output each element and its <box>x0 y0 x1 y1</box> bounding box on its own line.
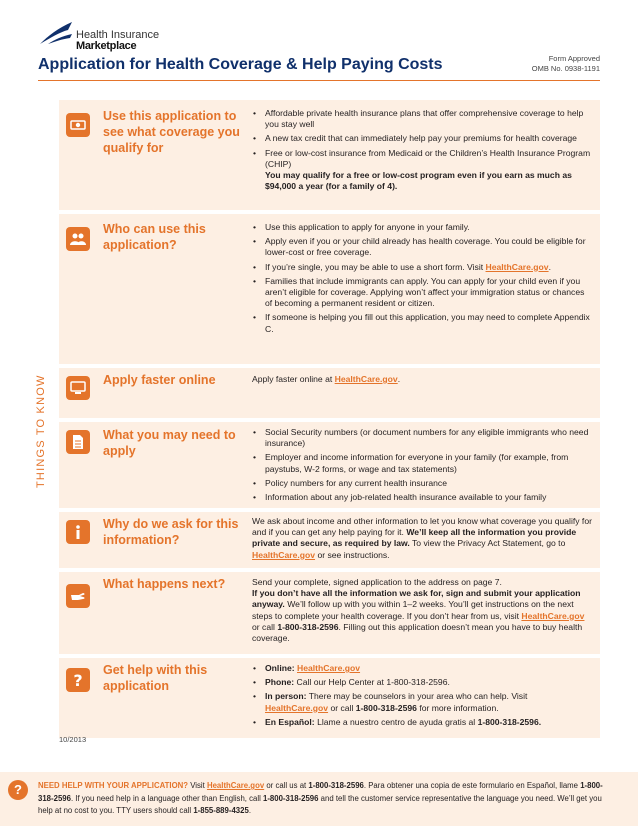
marketplace-logo <box>38 16 168 52</box>
row-apply-online <box>59 368 600 418</box>
bullet <box>252 691 592 713</box>
row-heading: Get help with this application <box>103 663 208 693</box>
row-what-happens-next <box>59 572 600 654</box>
need-help-label: NEED HELP WITH YOUR APPLICATION? <box>38 781 189 790</box>
espanol-label: En Español: <box>265 716 315 727</box>
phone-label: Phone: <box>265 677 295 688</box>
bullet: • Use this application to apply for anyone in your family. <box>252 222 592 233</box>
row-heading: Who can use this application? <box>103 222 206 252</box>
row-body: Apply faster online at HealthCare.gov. <box>252 374 401 384</box>
bullet: • Employer and income information for everyone in your family (for example, from paystubs, W-2 forms, or wage and tax statements) <box>252 452 592 474</box>
footer-text-part: Visit <box>190 781 205 790</box>
bullet: • Apply even if you or your child already has health coverage. You could be eligible for lower-cost or free coverage. <box>252 236 592 258</box>
phone-number: 1-800-318-2596 <box>262 793 319 803</box>
help-question-icon: ? <box>8 780 28 800</box>
footer-text <box>38 780 608 818</box>
omb-number: OMB No. 0938-1191 <box>531 64 600 73</box>
healthcare-link[interactable]: HealthCare.gov <box>485 261 549 272</box>
help-footer <box>0 772 638 826</box>
row-get-help <box>59 658 600 738</box>
page-title: Application for Health Coverage & Help Paying Costs <box>38 56 443 73</box>
healthcare-link[interactable]: HealthCare.gov <box>206 781 265 790</box>
bullet-text: Free or low-cost insurance from Medicaid or the Children’s Health Insurance Program (CHIP) <box>265 147 591 169</box>
computer-icon <box>66 376 90 400</box>
row-body <box>252 663 592 731</box>
row-heading: Apply faster online <box>103 373 216 387</box>
bullet: • Affordable private health insurance plans that offer comprehensive coverage to help you stay well <box>252 108 592 130</box>
form-date: 10/2013 <box>59 735 87 744</box>
money-icon <box>66 113 90 137</box>
row-heading: What you may need to apply <box>103 428 236 458</box>
in-person-label: In person: <box>265 691 307 702</box>
espanol-text: Llame a nuestro centro de ayuda gratis al <box>317 716 476 727</box>
footer-text-part: . Para obtener una copia de este formulario en Español, llame <box>363 781 579 790</box>
tty-number: 1-855-889-4325 <box>193 806 249 815</box>
info-icon <box>66 520 90 544</box>
bullet: • If you’re single, you may be able to use a short form. Visit HealthCare.gov. <box>252 262 592 273</box>
bullet <box>252 148 592 193</box>
row-what-you-need <box>59 422 600 508</box>
bullet <box>252 663 592 674</box>
bullet: • Policy numbers for any current health insurance <box>252 478 592 489</box>
phone-number: 1-800-318-2596 <box>277 621 339 632</box>
row-heading: Why do we ask for this information? <box>103 517 239 547</box>
row-heading: Use this application to see what coverage you qualify for <box>103 109 240 155</box>
healthcare-link[interactable]: HealthCare.gov <box>334 374 398 384</box>
row-text: We ask about income and other information to let you know what coverage you qualify for and if you can get any help paying for it. <box>252 516 592 538</box>
in-person-text: There may be counselors in your area who can help. Visit <box>308 691 528 702</box>
row-text: To view the Privacy Act Statement, go to <box>412 538 566 549</box>
logo-swoosh-icon <box>38 18 78 48</box>
row-text: or call <box>252 621 275 632</box>
in-person-text: for more information. <box>419 702 499 713</box>
things-to-know-label: THINGS TO KNOW <box>35 374 47 488</box>
footer-text-part: and tell the customer service representative the language you need. We’ll get you help at no cost to you. TTY users should call <box>38 793 602 815</box>
row-qualify <box>59 100 600 210</box>
healthcare-link[interactable]: HealthCare.gov <box>252 549 316 560</box>
phone-text: Call our Help Center at 1-800-318-2596. <box>296 677 450 688</box>
row-text: Send your complete, signed application to the address on page 7. <box>252 577 502 587</box>
row-body <box>252 427 592 506</box>
question-icon: ? <box>66 668 90 692</box>
row-bold-text: We’ll keep all the information you provide private and secure, as required by law. <box>252 527 577 549</box>
bullet-text: If you’re single, you may be able to use a short form. Visit <box>265 261 484 272</box>
row-body <box>252 108 592 195</box>
row-text: or see instructions. <box>317 549 390 560</box>
phone-number: 1-800-318-2596 <box>355 702 417 713</box>
document-icon <box>66 430 90 454</box>
row-text: We’ll follow up with you within 1–2 weeks. You’ll get instructions on the next steps to complete your health coverage. If you don’t hear from us, visit <box>252 599 574 621</box>
bullet: • Social Security numbers (or document numbers for any eligible immigrants who need insurance) <box>252 427 592 449</box>
bullet <box>252 717 592 728</box>
brand-line2: Marketplace <box>76 40 137 52</box>
row-bold-text: If you don’t have all the information we ask for, sign and submit your application anyway. <box>252 588 581 610</box>
header-rule <box>38 80 600 81</box>
form-approved-label: Form Approved <box>548 54 600 63</box>
pointing-hand-icon <box>66 584 90 608</box>
row-why-we-ask <box>59 512 600 568</box>
brand-line1: Health Insurance <box>76 29 160 41</box>
people-icon <box>66 227 90 251</box>
form-approval <box>532 54 600 74</box>
phone-number: 1-800-318-2596. <box>477 716 542 727</box>
bullet <box>252 677 592 688</box>
healthcare-link[interactable]: HealthCare.gov <box>297 663 361 673</box>
row-body <box>252 577 592 644</box>
row-text: Apply faster online at <box>252 374 333 384</box>
phone-number: 1-800-318-2596 <box>38 781 603 803</box>
footer-text-part: . If you need help in a language other than English, call <box>70 793 261 803</box>
healthcare-link[interactable]: HealthCare.gov <box>265 702 329 713</box>
footer-text-part: or call us at <box>266 781 307 790</box>
footer-text-part: . <box>248 806 251 815</box>
row-body <box>252 222 592 338</box>
bullet: • Families that include immigrants can apply. You can apply for your child even if you aren’t eligible for coverage. Applying won’t affect your immigration status or chances of becoming a permanent resident or citizen. <box>252 276 592 310</box>
bold-note: You may qualify for a free or low-cost program even if you earn as much as $94,000 a year (for a family of 4). <box>265 170 572 192</box>
row-body <box>252 516 592 561</box>
bullet: • Information about any job-related health insurance available to your family <box>252 492 592 503</box>
row-text: . Filling out this application doesn’t mean you have to buy health coverage. <box>252 621 583 644</box>
bullet: • A new tax credit that can immediately help pay your premiums for health coverage <box>252 133 592 144</box>
in-person-text: or call <box>330 702 354 713</box>
online-label: Online: <box>265 663 295 673</box>
row-who-can-use <box>59 214 600 364</box>
row-heading: What happens next? <box>103 577 226 591</box>
healthcare-link[interactable]: HealthCare.gov <box>521 610 585 621</box>
bullet: • If someone is helping you fill out this application, you may need to complete Appendix C. <box>252 312 592 334</box>
phone-number: 1-800-318-2596 <box>308 781 364 790</box>
